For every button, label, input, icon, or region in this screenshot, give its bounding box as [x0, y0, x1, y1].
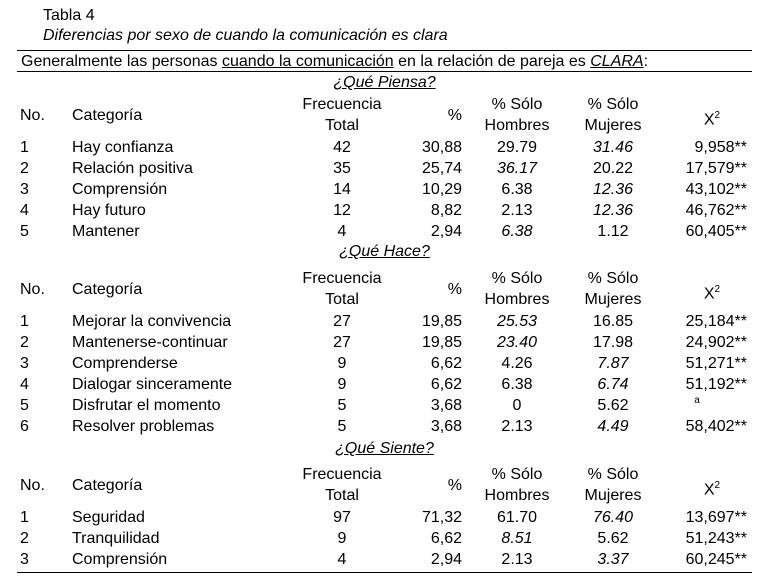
cell-categoria: Hay futuro — [72, 202, 146, 219]
cell-mujeres: 1.12 — [597, 223, 629, 240]
cell-no: 1 — [20, 313, 29, 330]
cell-categoria: Relación positiva — [72, 160, 193, 177]
cell-porcentaje: 10,29 — [421, 181, 462, 198]
cell-porcentaje: 30,88 — [421, 139, 462, 156]
cell-porcentaje: 3,68 — [430, 397, 462, 414]
cell-frecuencia: 5 — [337, 418, 347, 435]
cell-hombres: 29.79 — [496, 139, 538, 156]
cell-hombres: 6.38 — [501, 223, 533, 240]
cell-mujeres: 16.85 — [592, 313, 634, 330]
column-header — [17, 268, 752, 310]
col-pct: % — [447, 477, 462, 494]
cell-no: 3 — [20, 181, 29, 198]
cell-categoria: Comprenderse — [72, 355, 178, 372]
cell-frecuencia: 12 — [333, 202, 351, 219]
section-title-siente: ¿Qué Siente? — [335, 440, 434, 457]
cell-no: 1 — [20, 139, 29, 156]
cell-chi: 9,958** — [694, 139, 747, 156]
cell-no: 3 — [20, 355, 29, 372]
cell-chi: 46,762** — [685, 202, 747, 219]
cell-chi: 43,102** — [685, 181, 747, 198]
cell-no: 5 — [20, 223, 29, 240]
cell-categoria: Disfrutar el momento — [72, 397, 221, 414]
cell-porcentaje: 71,32 — [421, 509, 462, 526]
table-row — [17, 158, 752, 179]
cell-porcentaje: 6,62 — [430, 355, 462, 372]
cell-no: 1 — [20, 509, 29, 526]
cell-porcentaje: 19,85 — [421, 313, 462, 330]
col-no: No. — [20, 477, 45, 494]
col-pct: % — [447, 107, 462, 124]
cell-frecuencia: 4 — [337, 223, 347, 240]
table-row — [17, 332, 752, 353]
table-row — [17, 374, 752, 395]
cell-chi: 60,245** — [685, 551, 747, 568]
cell-hombres: 4.26 — [501, 355, 533, 372]
cell-frecuencia: 27 — [333, 313, 351, 330]
cell-mujeres: 12.36 — [592, 181, 634, 198]
cell-mujeres: 5.62 — [597, 397, 629, 414]
cell-frecuencia: 5 — [337, 397, 347, 414]
heading-underlined: cuando la comunicación — [222, 53, 394, 70]
col-muj-2: Mujeres — [584, 487, 642, 504]
table-row — [17, 549, 752, 570]
cell-hombres: 61.70 — [496, 509, 538, 526]
cell-porcentaje: 6,62 — [430, 530, 462, 547]
table-row — [17, 416, 752, 437]
table-heading — [17, 50, 752, 72]
cell-porcentaje: 2,94 — [430, 223, 462, 240]
cell-porcentaje: 6,62 — [430, 376, 462, 393]
cell-categoria: Dialogar sinceramente — [72, 376, 233, 393]
table-row — [17, 507, 752, 528]
cell-hombres: 8.51 — [501, 530, 533, 547]
col-categoria: Categoría — [72, 477, 143, 494]
cell-hombres: 2.13 — [501, 418, 533, 435]
col-chi: $X^2$ — [703, 110, 721, 129]
cell-mujeres: 7.87 — [597, 355, 629, 372]
cell-porcentaje: 25,74 — [421, 160, 462, 177]
col-chi: $X^2$ — [703, 480, 721, 499]
cell-mujeres: 17.98 — [592, 334, 634, 351]
col-no: No. — [20, 107, 45, 124]
cell-frecuencia: 4 — [337, 551, 347, 568]
cell-frecuencia: 9 — [337, 355, 347, 372]
cell-categoria: Comprensión — [72, 181, 168, 198]
cell-frecuencia: 14 — [333, 181, 351, 198]
cell-no: 6 — [20, 418, 29, 435]
col-categoria: Categoría — [72, 107, 143, 124]
cell-chi: 60,405** — [685, 223, 747, 240]
col-freq-2: Total — [325, 291, 359, 308]
cell-mujeres: 4.49 — [597, 418, 629, 435]
col-muj-2: Mujeres — [584, 291, 642, 308]
col-pct: % — [447, 281, 462, 298]
heading-mid: en la relación de pareja es — [393, 53, 591, 70]
cell-chi: 51,271** — [685, 355, 747, 372]
cell-categoria: Mantenerse-continuar — [72, 334, 228, 351]
cell-frecuencia: 27 — [333, 334, 351, 351]
table-row — [17, 311, 752, 332]
cell-no: 2 — [20, 160, 29, 177]
cell-hombres: 23.40 — [496, 334, 538, 351]
col-hom-2: Hombres — [484, 487, 550, 504]
cell-no: 5 — [20, 397, 29, 414]
section-title-hace: ¿Qué Hace? — [339, 243, 430, 260]
table-row — [17, 395, 752, 416]
cell-mujeres: 20.22 — [592, 160, 634, 177]
column-header — [17, 94, 752, 136]
cell-chi: 17,579** — [685, 160, 747, 177]
cell-categoria: Seguridad — [72, 509, 145, 526]
cell-no: 4 — [20, 202, 29, 219]
cell-frecuencia: 42 — [333, 139, 351, 156]
cell-chi: 58,402** — [685, 418, 747, 435]
cell-frecuencia: 9 — [337, 376, 347, 393]
cell-frecuencia: 9 — [337, 530, 347, 547]
cell-categoria: Resolver problemas — [72, 418, 215, 435]
col-muj-1: % Sólo — [587, 270, 639, 287]
cell-hombres: 6.38 — [501, 181, 533, 198]
cell-categoria: Mantener — [72, 223, 140, 240]
cell-hombres: 25.53 — [496, 313, 538, 330]
cell-mujeres: 76.40 — [592, 509, 634, 526]
cell-chi: 24,902** — [685, 334, 747, 351]
cell-no: 2 — [20, 334, 29, 351]
cell-hombres: 2.13 — [501, 551, 533, 568]
cell-porcentaje: 2,94 — [430, 551, 462, 568]
cell-frecuencia: 35 — [333, 160, 351, 177]
table-row — [17, 528, 752, 549]
heading-pre: Generalmente las personas — [21, 53, 222, 70]
cell-chi: 13,697** — [685, 509, 747, 526]
cell-mujeres: 12.36 — [592, 202, 634, 219]
col-hom-2: Hombres — [484, 291, 550, 308]
cell-mujeres: 5.62 — [597, 530, 629, 547]
cell-hombres: 36.17 — [496, 160, 538, 177]
cell-porcentaje: 3,68 — [430, 418, 462, 435]
col-freq-1: Frecuencia — [302, 270, 382, 287]
section-title-piensa: ¿Qué Piensa? — [333, 74, 436, 91]
cell-chi: 51,243** — [685, 530, 747, 547]
table-row — [17, 137, 752, 158]
cell-chi: 25,184** — [685, 313, 747, 330]
cell-no: 4 — [20, 376, 29, 393]
col-categoria: Categoría — [72, 281, 143, 298]
cell-no: 3 — [20, 551, 29, 568]
table-row — [17, 200, 752, 221]
col-hom-2: Hombres — [484, 117, 550, 134]
col-chi: $X^2$ — [703, 284, 721, 303]
cell-chi: 51,192** — [685, 376, 747, 393]
table-caption: Diferencias por sexo de cuando la comunicación es clara — [43, 27, 448, 44]
heading-post: : — [643, 53, 649, 70]
cell-categoria: Hay confianza — [72, 139, 174, 156]
col-freq-2: Total — [325, 117, 359, 134]
cell-mujeres: 6.74 — [597, 376, 629, 393]
table-row — [17, 221, 752, 242]
cell-hombres: 0 — [512, 397, 522, 414]
column-header — [17, 464, 752, 506]
col-freq-1: Frecuencia — [302, 466, 382, 483]
cell-categoria: Mejorar la convivencia — [72, 313, 232, 330]
col-hom-1: % Sólo — [491, 96, 543, 113]
col-muj-2: Mujeres — [584, 117, 642, 134]
cell-mujeres: 3.37 — [597, 551, 629, 568]
cell-mujeres: 31.46 — [592, 139, 634, 156]
col-hom-1: % Sólo — [491, 466, 543, 483]
heading-clara: CLARA — [590, 53, 644, 70]
cell-chi: a — [694, 395, 700, 406]
col-freq-1: Frecuencia — [302, 96, 382, 113]
cell-no: 2 — [20, 530, 29, 547]
col-no: No. — [20, 281, 45, 298]
col-muj-1: % Sólo — [587, 96, 639, 113]
table-bottom-rule — [17, 572, 752, 573]
col-muj-1: % Sólo — [587, 466, 639, 483]
cell-porcentaje: 8,82 — [430, 202, 462, 219]
cell-frecuencia: 97 — [333, 509, 351, 526]
cell-categoria: Comprensión — [72, 551, 168, 568]
table-row — [17, 179, 752, 200]
cell-porcentaje: 19,85 — [421, 334, 462, 351]
cell-hombres: 2.13 — [501, 202, 533, 219]
col-freq-2: Total — [325, 487, 359, 504]
col-hom-1: % Sólo — [491, 270, 543, 287]
cell-categoria: Tranquilidad — [72, 530, 160, 547]
table-row — [17, 353, 752, 374]
cell-hombres: 6.38 — [501, 376, 533, 393]
table-label: Tabla 4 — [43, 7, 95, 24]
